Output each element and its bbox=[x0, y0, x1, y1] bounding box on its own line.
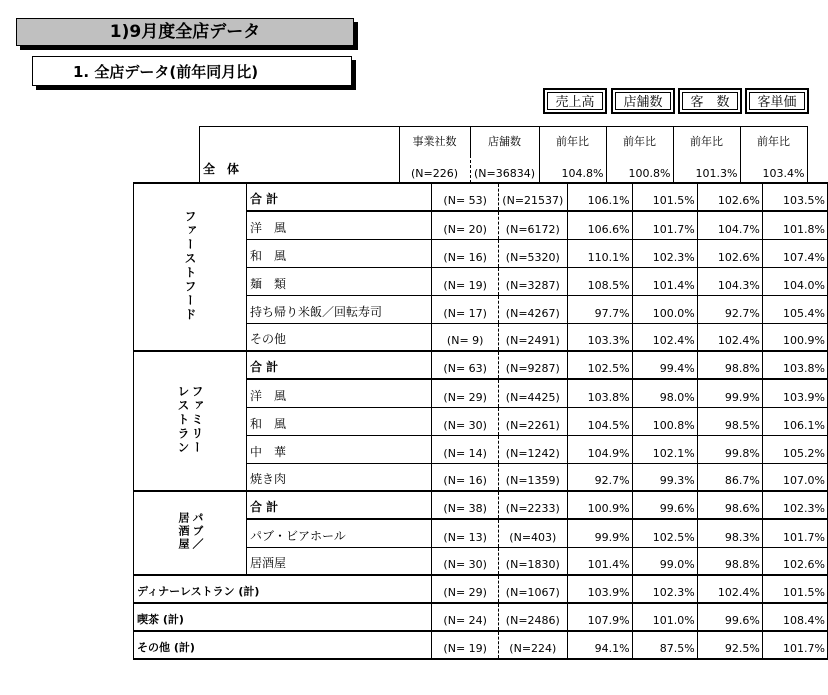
unit-price-yoy: 101.8% bbox=[783, 222, 825, 236]
unit-price-yoy: 102.6% bbox=[783, 558, 825, 571]
store-count: (N=2486) bbox=[505, 614, 560, 627]
customers-yoy: 99.8% bbox=[724, 446, 760, 460]
unit-price-yoy: 100.9% bbox=[783, 334, 825, 347]
company-count: (N= 29) bbox=[443, 390, 487, 404]
stores-yoy: 102.1% bbox=[652, 446, 695, 460]
company-count: (N= 19) bbox=[443, 642, 487, 655]
company-count: (N= 30) bbox=[443, 418, 487, 432]
category-fastfood: ファーストフード bbox=[134, 183, 247, 351]
row-label: 持ち帰り米飯／回転寿司 bbox=[250, 304, 383, 319]
row-label: 和 風 bbox=[250, 416, 287, 431]
customers-yoy: 102.4% bbox=[717, 334, 760, 347]
customers-yoy: 92.7% bbox=[724, 306, 760, 320]
company-count: (N= 38) bbox=[443, 502, 487, 515]
store-count: (N=2491) bbox=[505, 334, 560, 347]
metric-header-unit-price: 客単価 bbox=[745, 88, 809, 114]
customers-yoy: 98.5% bbox=[724, 418, 760, 432]
stores-yoy: 99.3% bbox=[659, 474, 695, 487]
company-count: (N=226) bbox=[410, 166, 459, 180]
category-family-restaurant: レストランファミリー bbox=[134, 351, 247, 491]
customers-yoy: 101.3% bbox=[695, 166, 738, 180]
company-count: (N= 20) bbox=[443, 222, 487, 236]
store-count: (N=36834) bbox=[473, 166, 536, 180]
company-count: (N= 19) bbox=[443, 278, 487, 292]
sales-yoy: 94.1% bbox=[594, 642, 630, 655]
customers-yoy: 98.3% bbox=[724, 530, 760, 544]
stores-yoy: 100.8% bbox=[628, 166, 671, 180]
table-row bbox=[134, 603, 828, 631]
store-count: (N=4267) bbox=[505, 306, 560, 320]
row-label: その他 bbox=[250, 332, 287, 346]
row-label: 中 華 bbox=[250, 444, 287, 459]
row-label: 喫茶 (計) bbox=[137, 613, 184, 626]
stores-yoy: 102.4% bbox=[652, 334, 695, 347]
unit-price-yoy: 101.5% bbox=[783, 586, 825, 599]
store-count: (N=1067) bbox=[505, 586, 560, 599]
metric-header-customers: 客 数 bbox=[678, 88, 742, 114]
stores-yoy: 99.6% bbox=[659, 502, 695, 515]
customers-yoy: 98.8% bbox=[724, 362, 760, 375]
row-label: パブ・ビアホール bbox=[250, 528, 346, 543]
unit-price-yoy: 103.5% bbox=[783, 194, 825, 207]
unit-price-yoy: 101.7% bbox=[783, 642, 825, 655]
customers-yoy: 99.6% bbox=[724, 614, 760, 627]
unit-price-yoy: 107.4% bbox=[783, 250, 825, 264]
stores-yoy: 102.3% bbox=[652, 586, 695, 599]
row-label: 合 計 bbox=[250, 500, 279, 514]
stores-yoy: 101.5% bbox=[652, 194, 695, 207]
store-count: (N=21537) bbox=[502, 194, 564, 207]
data-table-body bbox=[133, 182, 828, 660]
table-row bbox=[134, 491, 828, 519]
customers-yoy: 102.6% bbox=[717, 194, 760, 207]
store-count: (N=9287) bbox=[505, 362, 560, 375]
store-count: (N=4425) bbox=[505, 390, 560, 404]
section-title: 1)9月度全店データ bbox=[16, 18, 354, 46]
header-stores-yoy: 前年比 bbox=[606, 127, 673, 155]
company-count: (N= 30) bbox=[443, 558, 487, 571]
company-count: (N= 24) bbox=[443, 614, 487, 627]
customers-yoy: 92.5% bbox=[724, 642, 760, 655]
unit-price-yoy: 105.2% bbox=[783, 446, 825, 460]
unit-price-yoy: 103.8% bbox=[783, 362, 825, 375]
sales-yoy: 106.1% bbox=[587, 194, 630, 207]
company-count: (N= 14) bbox=[443, 446, 487, 460]
company-count: (N= 53) bbox=[443, 194, 487, 207]
store-count: (N=1242) bbox=[505, 446, 560, 460]
stores-yoy: 99.4% bbox=[659, 362, 695, 375]
store-count: (N=6172) bbox=[505, 222, 560, 236]
unit-price-yoy: 108.4% bbox=[783, 614, 825, 627]
store-count: (N=2261) bbox=[505, 418, 560, 432]
table-title: 1. 全店データ(前年同月比) bbox=[32, 56, 352, 86]
metric-header-stores: 店舗数 bbox=[611, 88, 675, 114]
table-row bbox=[134, 183, 828, 211]
company-count: (N= 9) bbox=[446, 334, 484, 347]
customers-yoy: 98.8% bbox=[724, 558, 760, 571]
header-customers-yoy: 前年比 bbox=[673, 127, 740, 155]
row-label: その他 (計) bbox=[137, 641, 195, 654]
metric-header-sales: 売上高 bbox=[543, 88, 607, 114]
stores-yoy: 99.0% bbox=[659, 558, 695, 571]
store-count: (N=1830) bbox=[505, 558, 560, 571]
company-count: (N= 16) bbox=[443, 250, 487, 264]
customers-yoy: 99.9% bbox=[724, 390, 760, 404]
sales-yoy: 107.9% bbox=[587, 614, 630, 627]
row-label-total: 全 体 bbox=[203, 162, 240, 176]
unit-price-yoy: 105.4% bbox=[783, 306, 825, 320]
store-count: (N=1359) bbox=[505, 474, 560, 487]
header-row bbox=[133, 127, 807, 155]
customers-yoy: 104.7% bbox=[717, 222, 760, 236]
category-pub-izakaya: 居酒屋パブ／ bbox=[134, 491, 247, 575]
stores-yoy: 98.0% bbox=[659, 390, 695, 404]
stores-yoy: 87.5% bbox=[659, 642, 695, 655]
sales-yoy: 103.3% bbox=[587, 334, 630, 347]
store-count: (N=5320) bbox=[505, 250, 560, 264]
stores-yoy: 101.7% bbox=[652, 222, 695, 236]
sales-yoy: 108.5% bbox=[587, 278, 630, 292]
header-unit-price-yoy: 前年比 bbox=[740, 127, 807, 155]
sales-yoy: 92.7% bbox=[594, 474, 630, 487]
store-count: (N=2233) bbox=[505, 502, 560, 515]
row-label: 洋 風 bbox=[250, 388, 287, 403]
sales-yoy: 103.9% bbox=[587, 586, 630, 599]
sales-yoy: 99.9% bbox=[594, 530, 630, 544]
customers-yoy: 98.6% bbox=[724, 502, 760, 515]
company-count: (N= 29) bbox=[443, 586, 487, 599]
stores-yoy: 102.3% bbox=[652, 250, 695, 264]
unit-price-yoy: 103.9% bbox=[783, 390, 825, 404]
table-row bbox=[134, 351, 828, 379]
header-company-count: 事業社数 bbox=[399, 127, 470, 155]
sales-yoy: 103.8% bbox=[587, 390, 630, 404]
row-label: 合 計 bbox=[250, 192, 279, 206]
customers-yoy: 104.3% bbox=[717, 278, 760, 292]
row-label: 和 風 bbox=[250, 248, 287, 263]
row-label: 合 計 bbox=[250, 360, 279, 374]
row-label: 麺 類 bbox=[250, 276, 287, 291]
stores-yoy: 100.0% bbox=[652, 306, 695, 320]
header-sales-yoy: 前年比 bbox=[539, 127, 606, 155]
header-store-count: 店舗数 bbox=[470, 127, 539, 155]
customers-yoy: 102.4% bbox=[717, 586, 760, 599]
store-count: (N=403) bbox=[509, 530, 557, 544]
sales-yoy: 104.5% bbox=[587, 418, 630, 432]
company-count: (N= 63) bbox=[443, 362, 487, 375]
store-count: (N=3287) bbox=[505, 278, 560, 292]
customers-yoy: 86.7% bbox=[724, 474, 760, 487]
company-count: (N= 13) bbox=[443, 530, 487, 544]
sales-yoy: 110.1% bbox=[587, 250, 630, 264]
table-row bbox=[134, 575, 828, 603]
sales-yoy: 104.9% bbox=[587, 446, 630, 460]
sales-yoy: 104.8% bbox=[561, 166, 604, 180]
stores-yoy: 100.8% bbox=[652, 418, 695, 432]
sales-yoy: 101.4% bbox=[587, 558, 630, 571]
stores-yoy: 101.0% bbox=[652, 614, 695, 627]
row-label: ディナーレストラン (計) bbox=[137, 585, 260, 598]
company-count: (N= 17) bbox=[443, 306, 487, 320]
row-label: 焼き肉 bbox=[250, 472, 287, 486]
unit-price-yoy: 103.4% bbox=[762, 166, 805, 180]
unit-price-yoy: 107.0% bbox=[783, 474, 825, 487]
row-label: 居酒屋 bbox=[250, 556, 287, 570]
row-label: 洋 風 bbox=[250, 220, 287, 235]
sales-yoy: 102.5% bbox=[587, 362, 630, 375]
stores-yoy: 102.5% bbox=[652, 530, 695, 544]
sales-yoy: 97.7% bbox=[594, 306, 630, 320]
sales-yoy: 100.9% bbox=[587, 502, 630, 515]
store-count: (N=224) bbox=[509, 642, 557, 655]
unit-price-yoy: 101.7% bbox=[783, 530, 825, 544]
unit-price-yoy: 102.3% bbox=[783, 502, 825, 515]
stores-yoy: 101.4% bbox=[652, 278, 695, 292]
company-count: (N= 16) bbox=[443, 474, 487, 487]
table-row bbox=[134, 631, 828, 659]
sales-yoy: 106.6% bbox=[587, 222, 630, 236]
unit-price-yoy: 104.0% bbox=[783, 278, 825, 292]
unit-price-yoy: 106.1% bbox=[783, 418, 825, 432]
customers-yoy: 102.6% bbox=[717, 250, 760, 264]
